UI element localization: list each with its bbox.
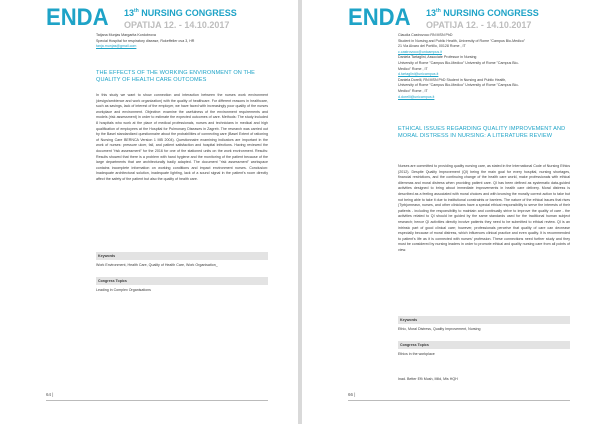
congress-location-dates: OPATIJA 12. - 14.10.2017 xyxy=(426,20,532,30)
keywords-text: Work Environment, Health Care, Quality of Health Care, Work Organisation_ xyxy=(96,263,218,267)
abstract-title: ETHICAL ISSUES REGARDING QUALITY IMPROVEMENT AND MORAL DISTRESS IN NURSING: A LITERATURE REVIEW xyxy=(398,126,566,139)
enda-logo: ENDA xyxy=(348,4,411,31)
abstract-text: Nurses are committed to providing quality nursing care, as stated in the International Code of Nursing Ethics (2012). Despite Quality Improvement (QI) being the main goal for every hospital, nursing shortages, financial restrictions, and the continuing change of the health care world, make professionals with ethical dilemmas and moral distress when providing patient care. QI has been defined as systematic data-guided activities designed to bring about immediate improvements in health care delivery. Moral distress is described as a feeling associated with moral choices and with knowing the morally correct action to take but not being able to take it due to institutional constraints or barriers. The nature of the ethical issues that rises (Tyrbjorneasn, nurses, and other clinicians have a special ethical responsibility to serve the interests of their patients - including the responsibility to maintain and continually strive to improve the quality of care - the activities related to QI should be guided by the same standards used for the traditional human subject research; hence QI activities directly involve patients they need to be submitted to ethical review. QI is an intrinsic part of good clinical care; however, professionals perceive that quality of care can decrease especially because of moral distress, which influences clinical practice and even quality. It is recommended to patient's life as it is connected with nurses' profession. These connections need further study and they must be considered by nursing leaders in order to promote ethical and quality nursing care from all points of view. xyxy=(398,164,570,252)
topics-text: Ethics in the workplace xyxy=(398,352,435,356)
author-line: Claudia Castrovoco RN MSN PhD xyxy=(398,33,453,37)
author-block xyxy=(398,33,570,100)
congress-name: 13th NURSING CONGRESS xyxy=(124,8,237,18)
enda-logo: ENDA xyxy=(46,4,109,31)
keywords-header: Keywords xyxy=(398,316,570,324)
author-email-link[interactable]: tanja.munjas@gmail.com xyxy=(96,44,137,49)
congress-location-dates: OPATIJA 12. - 14.10.2017 xyxy=(124,20,230,30)
topics-text: Leading in Complex Organisations xyxy=(96,288,151,292)
keywords-header: Keywords xyxy=(96,252,268,260)
author-line: Daniela Tartaglini, Associate Professor in Nursing xyxy=(398,55,477,60)
topics-section xyxy=(96,277,268,299)
keywords-section xyxy=(398,316,570,338)
topics-header: Congress Topics xyxy=(398,341,570,349)
right-page xyxy=(302,0,600,424)
author-block xyxy=(96,33,268,50)
affiliation-line: Medico" Rome , IT xyxy=(398,88,428,93)
page-number: 64 | xyxy=(46,392,54,397)
author-email-link[interactable]: c.castrovoco@unicampus.it xyxy=(398,49,442,54)
author-email-link[interactable]: d.dorelli@unicampus.it xyxy=(398,94,435,99)
author-line: Daniela Dorelli, RN MSN PhD Student in Nursing and Public Health, xyxy=(398,77,507,82)
footer-divider xyxy=(348,400,570,401)
handwritten-note: Inad. Better Efi\ Mush, Mild, Mis HQH xyxy=(398,377,458,381)
keywords-text: Ethic, Moral Distress, Quality Improvement, Nursing xyxy=(398,327,481,331)
topics-header: Congress Topics xyxy=(96,277,268,285)
congress-brand xyxy=(46,6,237,34)
affiliation-line: Special Hospital for respiratory disease, Rokeffeller ova 3, HR xyxy=(96,38,195,43)
author-line: Tatjana Munjas Margarita Kordobrova xyxy=(96,33,156,37)
affiliation-line: Medico" Rome , IT xyxy=(398,66,428,71)
address-line: 21 Via Alvaro del Portillo, 00128 Rome , IT xyxy=(398,44,466,49)
author-email-link[interactable]: d.tartaglini@unicampus.it xyxy=(398,72,439,77)
congress-brand xyxy=(348,6,539,34)
abstract-text: In this study we want to show connection and interaction between the nurses work environment (design/ambience and work organization) with the quality of healthcare. For different reasons in healthcare, such as savings, lack of interest of the employer, we have faced with increasingly poor quality of the nurses workplace and environment. Objective: examine the usefulness of the environment requirements and models (risk assessment) in order to estimate the expected outcomes of care. Methods: The study included 8 hospitals who work at the place of medical professionals, nurses and technicians in medical and high qualification of employees at the Hospital for Pulmonary Diseases in Zagreb. The research was carried out by the Basel standardized questionnaire about the probabilities of connecting care (Basel Extent of rationing of Nursing Care BERNCA Version 1 MB 2004). Questionnaire examining indicators are important in the work of nurses: pressure ulcer, fall, and patient satisfaction and hospital infections. Having reviewed the document "risk assessment" for the 2016 for one of the stationed units on the work environment. Results: Results showed that there is a problem with hand hygiene and the monitoring of the patient because of the large departments that are architecturally badly adapted. The document "risk assessment" workspace contains incomplete information on working conditions and impact environment nurses. Conclusion: Inadequate architectural solution, inadequate lighting, lack of a sound signal in the patient's room directly affect the safety of the patient but also the quality of health care. xyxy=(96,93,268,181)
keywords-section xyxy=(96,252,268,274)
left-page xyxy=(0,0,298,424)
congress-name: 13th NURSING CONGRESS xyxy=(426,8,539,18)
abstract-title: THE EFFECTS OF THE WORKING ENVIRONMENT ON THE QUALITY OF HEALTH CARE OUTCOMES xyxy=(96,70,255,83)
topics-section xyxy=(398,341,570,363)
affiliation-line: University of Rome "Campus Bio-Medico" University of Rome "Campus Bio- xyxy=(398,83,519,88)
affiliation-line: University of Rome "Campus Bio-Medico" University of Rome "Campus Bio- xyxy=(398,60,519,65)
footer-divider xyxy=(46,400,268,401)
affiliation-line: Student in Nursing and Public Health, University of Rome "Campus Bio-Medico" xyxy=(398,38,525,43)
page-number: 66 | xyxy=(348,392,356,397)
